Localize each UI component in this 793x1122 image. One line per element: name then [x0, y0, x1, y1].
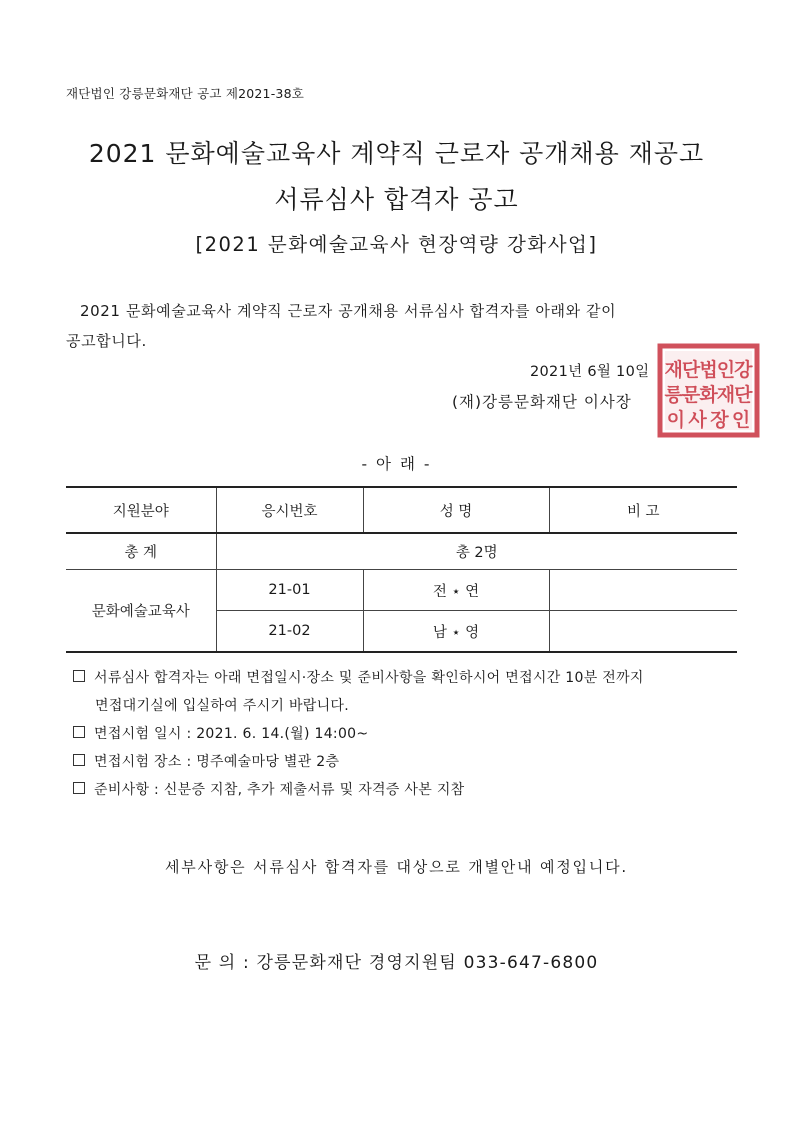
seal-glyph: 강 [734, 359, 753, 381]
seal-glyph: 단 [734, 384, 753, 406]
total-value: 총 2명 [216, 533, 737, 570]
title-line-1: 2021 문화예술교육사 계약직 근로자 공개채용 재공고 [88, 139, 705, 168]
seal-glyph: 단 [681, 359, 701, 381]
total-label: 총 계 [66, 533, 216, 570]
table-header-row [66, 487, 737, 533]
checkbox-square-icon [73, 726, 85, 738]
intro-line-1: 2021 문화예술교육사 계약직 근로자 공개채용 서류심사 합격자를 아래와 같이 [80, 302, 617, 320]
intro-line-2: 공고합니다. [66, 332, 147, 350]
title-line-2: 서류심사 합격자 공고 [274, 185, 519, 214]
list-item: 면접시험 장소 : 명주예술마당 별관 2층 [73, 748, 644, 776]
seal-glyph: 사 [688, 409, 707, 431]
notice-date: 2021년 6월 10일 [530, 364, 650, 380]
field-cell: 문화예술교육사 [66, 570, 216, 653]
name-cell: 남 ⋆ 영 [363, 611, 549, 653]
notice-number: 재단법인 강릉문화재단 공고 제2021-38호 [66, 86, 304, 101]
contact-info: 문 의 : 강릉문화재단 경영지원팀 033-647-6800 [194, 953, 599, 973]
checkbox-square-icon [73, 754, 85, 766]
checkbox-square-icon [73, 782, 85, 794]
seal-glyph: 화 [699, 384, 718, 406]
seal-glyph: 릉 [664, 384, 683, 406]
seal-glyph: 문 [681, 384, 701, 406]
list-item: 준비사항 : 신분증 지참, 추가 제출서류 및 자격증 사본 지참 [73, 776, 644, 804]
header-name: 성 명 [363, 487, 549, 533]
total-row [66, 533, 737, 570]
seal-glyph: 인 [716, 359, 736, 381]
list-item: 서류심사 합격자는 아래 면접일시·장소 및 준비사항을 확인하시어 면접시간 10분 전까지 [73, 664, 644, 692]
official-seal-stamp [657, 343, 760, 438]
exam-no-cell: 21-02 [216, 611, 363, 653]
exam-no-cell: 21-01 [216, 570, 363, 611]
seal-glyph: 재 [664, 359, 683, 381]
name-cell: 전 ⋆ 연 [363, 570, 549, 611]
seal-glyph: 장 [710, 409, 729, 431]
note-cell [549, 611, 737, 653]
detail-notice: 세부사항은 서류심사 합격자를 대상으로 개별안내 예정입니다. [165, 858, 628, 876]
list-item-continuation: 면접대기실에 입실하여 주시기 바랍니다. [95, 698, 350, 714]
checkbox-square-icon [73, 670, 85, 682]
list-item: 면접시험 일시 : 2021. 6. 14.(월) 14:00~ [73, 720, 644, 748]
seal-glyph: 재 [716, 384, 736, 406]
result-table [66, 486, 737, 653]
header-field: 지원분야 [66, 487, 216, 533]
issuer: (재)강릉문화재단 이사장 [452, 393, 632, 411]
notes-list [73, 664, 644, 804]
note-cell [549, 570, 737, 611]
seal-glyph: 인 [731, 409, 751, 431]
header-note: 비 고 [549, 487, 737, 533]
subtitle: [2021 문화예술교육사 현장역량 강화사업] [195, 233, 598, 256]
arae-heading: - 아 래 - [361, 455, 432, 473]
table-row [66, 570, 737, 611]
header-exam-no: 응시번호 [216, 487, 363, 533]
seal-glyph: 법 [699, 359, 718, 381]
seal-glyph: 이 [666, 409, 686, 431]
